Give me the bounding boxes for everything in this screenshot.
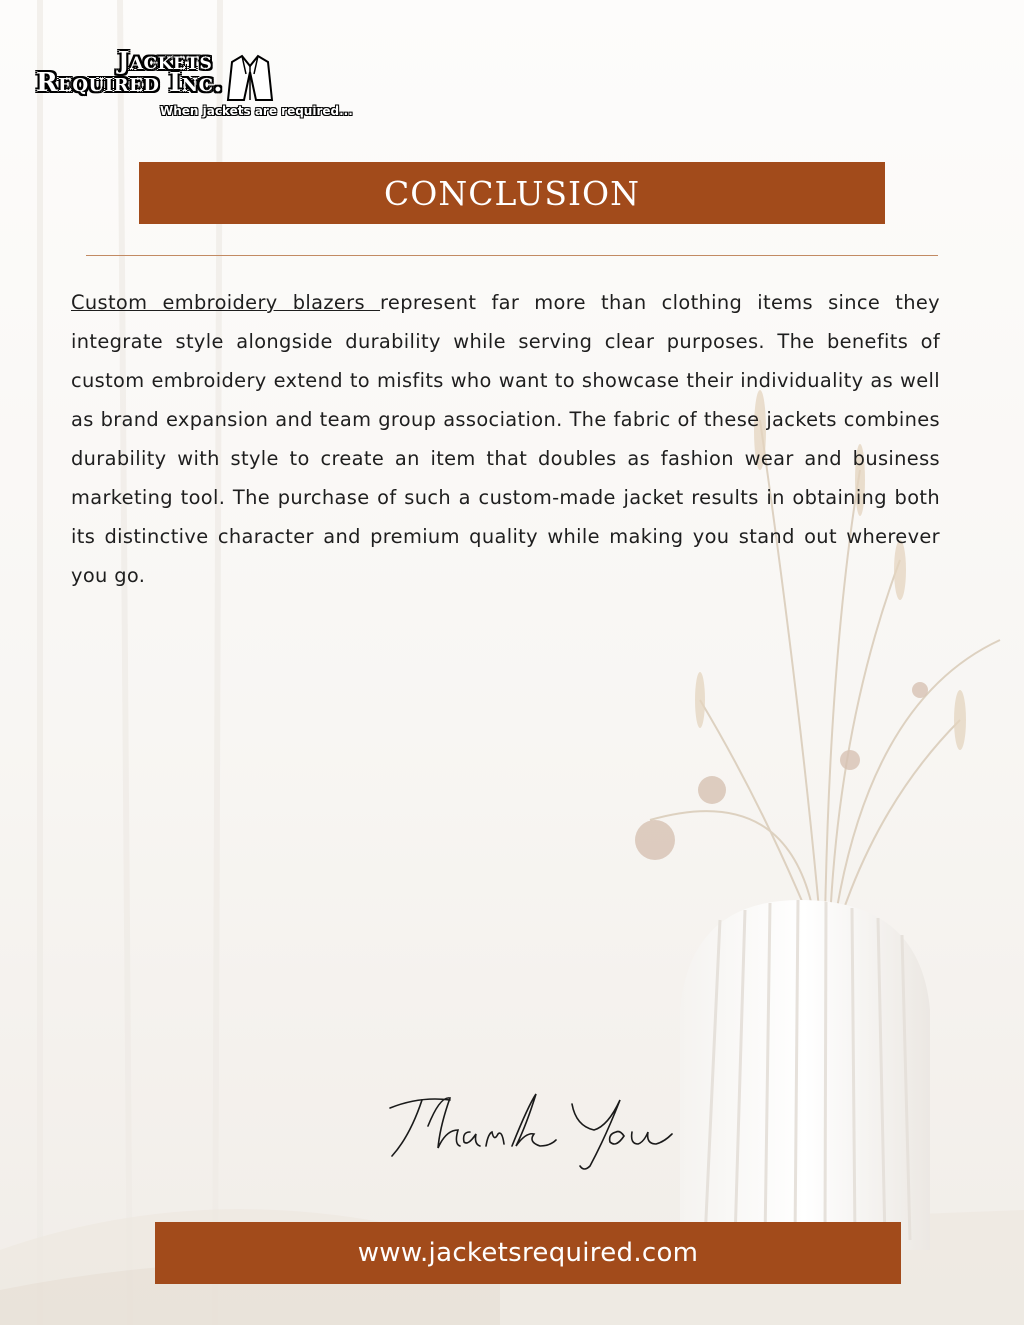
- signature-text: [380, 1086, 680, 1176]
- logo-tagline: When jackets are required...: [160, 104, 353, 118]
- paragraph-text: represent far more than clothing items since they integrate style alongside durability while serving clear purposes. The benefits of custom embroidery extend to misfits who want to showcase their individuality as well as brand expansion and team group association. The fabric of these jackets combines durability with style to create an item that doubles as fashion wear and business marketing tool. The purchase of such a custom-made jacket results in obtaining both its distinctive character and premium quality while making you stand out wherever you go.: [71, 291, 940, 587]
- company-logo: [34, 46, 354, 124]
- divider: [86, 255, 938, 256]
- website-link[interactable]: www.jacketsrequired.com: [357, 1238, 699, 1268]
- footer-bar: [155, 1222, 901, 1284]
- thank-you-signature: [380, 1086, 680, 1176]
- jacket-icon: [226, 52, 274, 104]
- custom-embroidery-blazers-link[interactable]: Custom embroidery blazers: [71, 291, 381, 314]
- conclusion-paragraph: [71, 283, 940, 595]
- logo-line-required-inc: Required Inc.: [36, 68, 223, 98]
- section-title: CONCLUSION: [384, 173, 640, 213]
- section-title-bar: [139, 162, 885, 224]
- logo-line-jackets: Jackets: [118, 46, 213, 75]
